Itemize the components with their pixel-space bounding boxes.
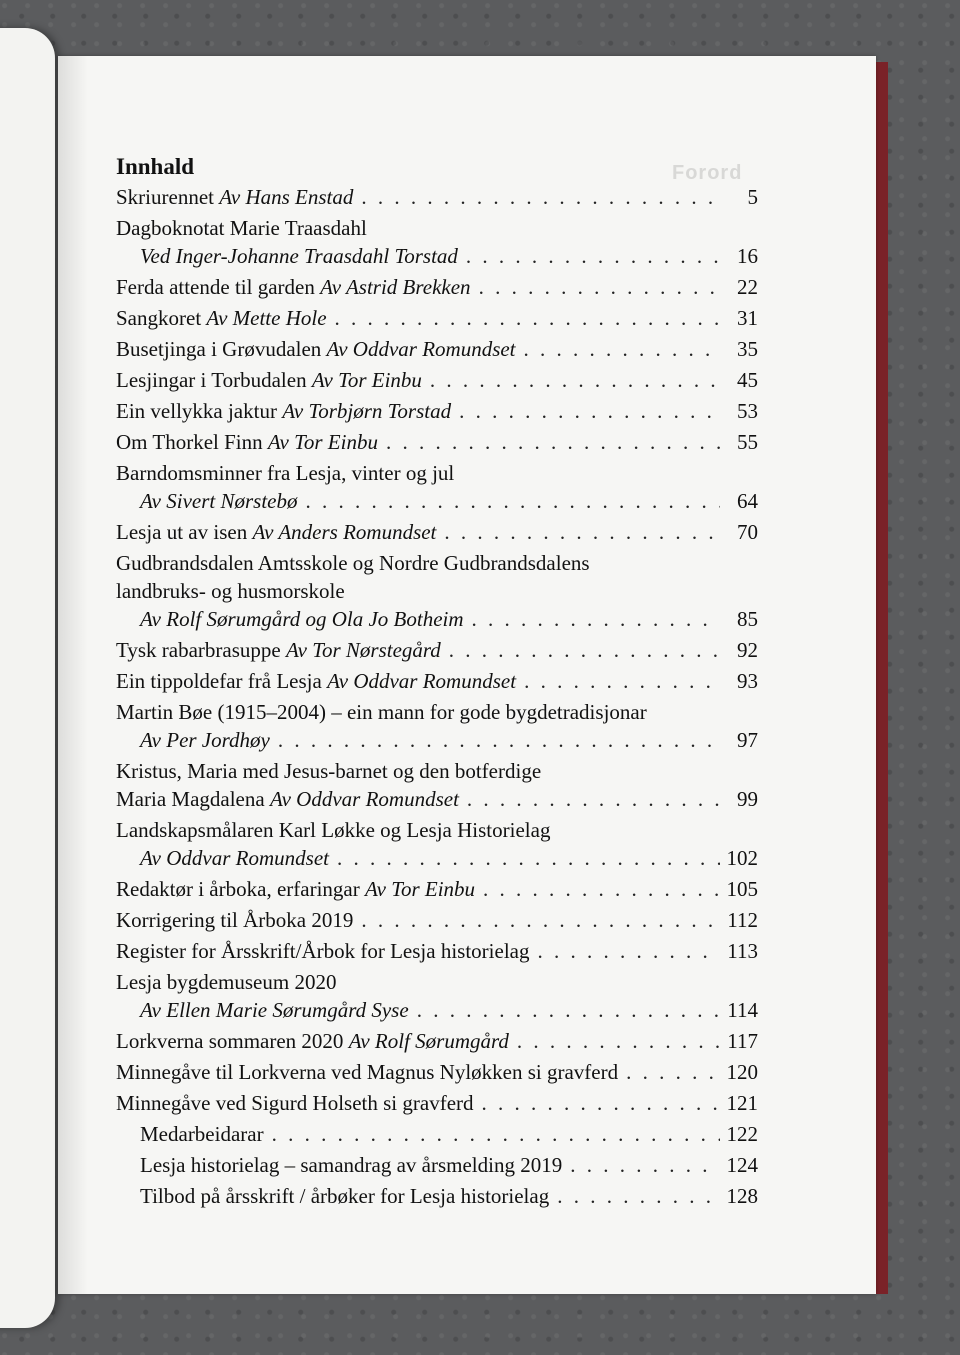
dot-leader — [335, 304, 720, 332]
toc-entry-title: Minnegåve ved Sigurd Holseth si gravferd — [116, 1091, 474, 1115]
toc-entry — [116, 304, 758, 332]
toc-entry-page-number: 31 — [737, 306, 758, 330]
toc-entry-author: Av Sivert Nørstebø — [140, 489, 298, 513]
toc-entry-page-number: 114 — [727, 998, 758, 1022]
toc-entry-page-number: 112 — [727, 908, 758, 932]
toc-entry-title: Lesjingar i Torbudalen — [116, 368, 307, 392]
toc-entry-author: Av Torbjørn Torstad — [282, 399, 452, 423]
toc-entry-line — [116, 1027, 758, 1055]
toc-entry-page-number: 64 — [737, 489, 758, 513]
toc-entry-page-number: 99 — [737, 787, 758, 811]
dot-leader — [278, 726, 720, 754]
toc-entry-line — [116, 636, 758, 664]
toc-entry-author: Av Tor Einbu — [364, 877, 476, 901]
toc-entry-title: Barndomsminner fra Lesja, vinter og jul — [116, 461, 455, 485]
toc-entry-title: Medarbeidarar — [140, 1122, 264, 1146]
toc-entry-title: Dagboknotat Marie Traasdahl — [116, 216, 367, 240]
toc-entry-page-number: 93 — [737, 669, 758, 693]
toc-entry-page-number: 128 — [726, 1184, 758, 1208]
toc-entry-title-line — [116, 968, 758, 996]
toc-entry-text — [116, 304, 327, 332]
facing-page-edge — [0, 28, 55, 1328]
toc-entry-text — [116, 1058, 618, 1086]
toc-entry-title-line — [116, 757, 758, 785]
dot-leader — [430, 366, 720, 394]
dot-leader — [479, 273, 720, 301]
toc-heading: Innhald — [116, 154, 195, 179]
toc-entry — [116, 937, 758, 965]
toc-entry-title: Redaktør i årboka, erfaringar — [116, 877, 360, 901]
toc-entry-title: Tysk rabarbrasuppe — [116, 638, 281, 662]
toc-entry — [116, 636, 758, 664]
dot-leader — [517, 1027, 720, 1055]
toc-entry-author: Av Oddvar Romundset — [326, 337, 516, 361]
toc-entry-author: Av Hans Enstad — [219, 185, 354, 209]
dot-leader — [305, 487, 720, 515]
toc-entry-line — [116, 937, 758, 965]
toc-entry — [116, 335, 758, 363]
dot-leader — [524, 335, 720, 363]
toc-entry-author: Av Oddvar Romundset — [140, 846, 329, 870]
toc-entry-author: Av Oddvar Romundset — [269, 787, 459, 811]
toc-entry-line — [116, 875, 758, 903]
toc-entry-title: Lesja ut av isen — [116, 520, 248, 544]
toc-entry-author: Av Per Jordhøy — [140, 728, 270, 752]
toc-entry-text — [116, 937, 529, 965]
toc-entry-page-number: 70 — [737, 520, 758, 544]
toc-entry-line — [116, 844, 758, 872]
toc-entry-title: Minnegåve til Lorkverna ved Magnus Nyløkken si gravferd — [116, 1060, 619, 1084]
toc-entry-line — [116, 397, 758, 425]
dot-leader — [466, 242, 720, 270]
toc-entry — [116, 968, 758, 1024]
dot-leader — [537, 937, 720, 965]
toc-entry-text — [116, 636, 441, 664]
toc-entry-line — [116, 242, 758, 270]
toc-entry-title: Maria Magdalena — [116, 787, 265, 811]
dot-leader — [557, 1182, 720, 1210]
toc-entry-text — [140, 726, 270, 754]
toc-entry-title-line — [116, 816, 758, 844]
toc-entry-line — [116, 428, 758, 456]
toc-entry-title-line — [116, 549, 758, 577]
toc-entry-text — [116, 335, 516, 363]
toc-entry-title-line — [116, 698, 758, 726]
dot-leader — [361, 906, 720, 934]
toc-entry-text — [140, 1182, 549, 1210]
toc-entry-author: Av Tor Nørstegård — [285, 638, 441, 662]
toc-entry-line — [116, 605, 758, 633]
dot-leader — [417, 996, 720, 1024]
toc-entry-title: Sangkoret — [116, 306, 202, 330]
toc-entry-page-number: 16 — [737, 244, 758, 268]
toc-entry-line — [116, 518, 758, 546]
dot-leader — [337, 844, 720, 872]
toc-entry-title: Lesja historielag – samandrag av årsmelding 2019 — [140, 1153, 563, 1177]
toc-entry — [116, 1089, 758, 1117]
toc-entry-text — [116, 785, 459, 813]
toc-entry-title-line — [116, 214, 758, 242]
toc-entry-title: Skriurennet — [116, 185, 214, 209]
toc-entry — [116, 518, 758, 546]
toc-entry-line — [116, 1182, 758, 1210]
toc-entry-line — [116, 785, 758, 813]
toc-entry-page-number: 45 — [737, 368, 758, 392]
toc-entry-page-number: 53 — [737, 399, 758, 423]
toc-entry — [116, 273, 758, 301]
toc-entry-page-number: 35 — [737, 337, 758, 361]
toc-entry-text — [140, 1151, 562, 1179]
toc-entry-text — [140, 605, 464, 633]
toc-entry-title: Lesja bygdemuseum 2020 — [116, 970, 337, 994]
toc-entry-title: Gudbrandsdalen Amtsskole og Nordre Gudbrandsdalens — [116, 551, 590, 575]
toc-entry-text — [140, 242, 458, 270]
toc-entry-page-number: 124 — [726, 1153, 758, 1177]
toc-entry — [116, 906, 758, 934]
table-of-contents — [116, 152, 758, 1213]
dot-leader — [361, 183, 720, 211]
toc-entry-text — [116, 1089, 474, 1117]
dot-leader — [272, 1120, 720, 1148]
toc-entry-text — [140, 996, 409, 1024]
toc-entry-title: Register for Årsskrift/Årbok for Lesja historielag — [116, 939, 530, 963]
toc-entry-line — [116, 1089, 758, 1117]
toc-entry-text — [116, 875, 475, 903]
toc-entry — [116, 1151, 758, 1179]
dot-leader — [449, 636, 720, 664]
toc-entry-text — [116, 428, 378, 456]
toc-entry-title-line — [116, 459, 758, 487]
toc-entry-line — [116, 487, 758, 515]
toc-entry-line — [116, 366, 758, 394]
toc-entry-text — [116, 273, 471, 301]
toc-entry-page-number: 105 — [726, 877, 758, 901]
toc-entry — [116, 667, 758, 695]
toc-entry — [116, 1058, 758, 1086]
toc-entry — [116, 214, 758, 270]
toc-entries — [116, 183, 758, 1210]
toc-entry-line — [116, 1120, 758, 1148]
toc-entry-author: Av Tor Einbu — [267, 430, 378, 454]
toc-entry-author: Av Rolf Sørumgård og Ola Jo Botheim — [140, 607, 464, 631]
toc-entry — [116, 428, 758, 456]
toc-entry-page-number: 113 — [727, 939, 758, 963]
toc-entry-line — [116, 1151, 758, 1179]
toc-entry-title: Martin Bøe (1915–2004) – ein mann for gode bygdetradisjonar — [116, 700, 647, 724]
dot-leader — [626, 1058, 720, 1086]
toc-entry-text — [116, 1027, 509, 1055]
toc-entry-line — [116, 1058, 758, 1086]
toc-entry — [116, 366, 758, 394]
toc-entry — [116, 875, 758, 903]
toc-entry-page-number: 85 — [737, 607, 758, 631]
toc-entry-text — [140, 844, 329, 872]
toc-entry-author: Av Rolf Sørumgård — [348, 1029, 509, 1053]
toc-entry — [116, 1027, 758, 1055]
toc-entry-page-number: 117 — [727, 1029, 758, 1053]
show-through-heading: Forord — [672, 162, 743, 184]
toc-entry-title: Ferda attende til garden — [116, 275, 315, 299]
toc-entry-line — [116, 906, 758, 934]
dot-leader — [444, 518, 720, 546]
toc-entry — [116, 816, 758, 872]
toc-entry-author: Av Mette Hole — [206, 306, 327, 330]
toc-entry-text — [116, 397, 451, 425]
toc-entry-author: Av Oddvar Romundset — [327, 669, 517, 693]
toc-entry — [116, 757, 758, 813]
dot-leader — [483, 875, 720, 903]
toc-entry-line — [116, 726, 758, 754]
toc-entry-title: Landskapsmålaren Karl Løkke og Lesja Historielag — [116, 818, 551, 842]
toc-entry-line — [116, 304, 758, 332]
toc-entry — [116, 698, 758, 754]
toc-entry-title: Ein tippoldefar frå Lesja — [116, 669, 322, 693]
toc-entry-title: Om Thorkel Finn — [116, 430, 263, 454]
toc-entry-text — [140, 1120, 264, 1148]
toc-entry-line — [116, 667, 758, 695]
toc-entry-title: Lorkverna sommaren 2020 — [116, 1029, 344, 1053]
toc-entry-page-number: 121 — [726, 1091, 758, 1115]
toc-entry — [116, 183, 758, 211]
toc-entry-text — [116, 366, 422, 394]
toc-entry-title: landbruks- og husmorskole — [116, 579, 345, 603]
toc-entry-author: Av Tor Einbu — [311, 368, 422, 392]
toc-entry-title: Tilbod på årsskrift / årbøker for Lesja historielag — [140, 1184, 550, 1208]
toc-entry-page-number: 102 — [726, 846, 758, 870]
toc-entry-line — [116, 335, 758, 363]
dot-leader — [524, 667, 720, 695]
toc-entry-page-number: 97 — [737, 728, 758, 752]
toc-entry — [116, 397, 758, 425]
toc-entry — [116, 1182, 758, 1210]
dot-leader — [386, 428, 720, 456]
dot-leader — [472, 605, 720, 633]
toc-entry-page-number: 122 — [726, 1122, 758, 1146]
toc-entry-title: Kristus, Maria med Jesus-barnet og den botferdige — [116, 759, 542, 783]
toc-entry-title-line — [116, 577, 758, 605]
toc-entry — [116, 459, 758, 515]
toc-entry-page-number: 55 — [737, 430, 758, 454]
toc-entry-text — [116, 906, 353, 934]
toc-entry-page-number: 5 — [747, 185, 758, 209]
toc-entry-title: Korrigering til Årboka 2019 — [116, 908, 354, 932]
toc-entry-title: Ein vellykka jaktur — [116, 399, 277, 423]
toc-entry-page-number: 120 — [726, 1060, 758, 1084]
toc-entry-text — [116, 518, 436, 546]
toc-entry-text — [140, 487, 297, 515]
toc-entry-text — [116, 183, 353, 211]
toc-entry-line — [116, 183, 758, 211]
toc-entry — [116, 549, 758, 633]
toc-entry-text — [116, 667, 516, 695]
toc-entry-author: Av Ellen Marie Sørumgård Syse — [140, 998, 409, 1022]
toc-entry — [116, 1120, 758, 1148]
toc-entry-line — [116, 996, 758, 1024]
toc-entry-line — [116, 273, 758, 301]
dot-leader — [467, 785, 720, 813]
toc-entry-author: Ved Inger-Johanne Traasdahl Torstad — [140, 244, 458, 268]
toc-entry-page-number: 92 — [737, 638, 758, 662]
toc-entry-author: Av Anders Romundset — [252, 520, 437, 544]
dot-leader — [482, 1089, 720, 1117]
toc-entry-title: Busetjinga i Grøvudalen — [116, 337, 322, 361]
toc-entry-author: Av Astrid Brekken — [320, 275, 471, 299]
dot-leader — [570, 1151, 720, 1179]
dot-leader — [459, 397, 720, 425]
toc-entry-page-number: 22 — [737, 275, 758, 299]
